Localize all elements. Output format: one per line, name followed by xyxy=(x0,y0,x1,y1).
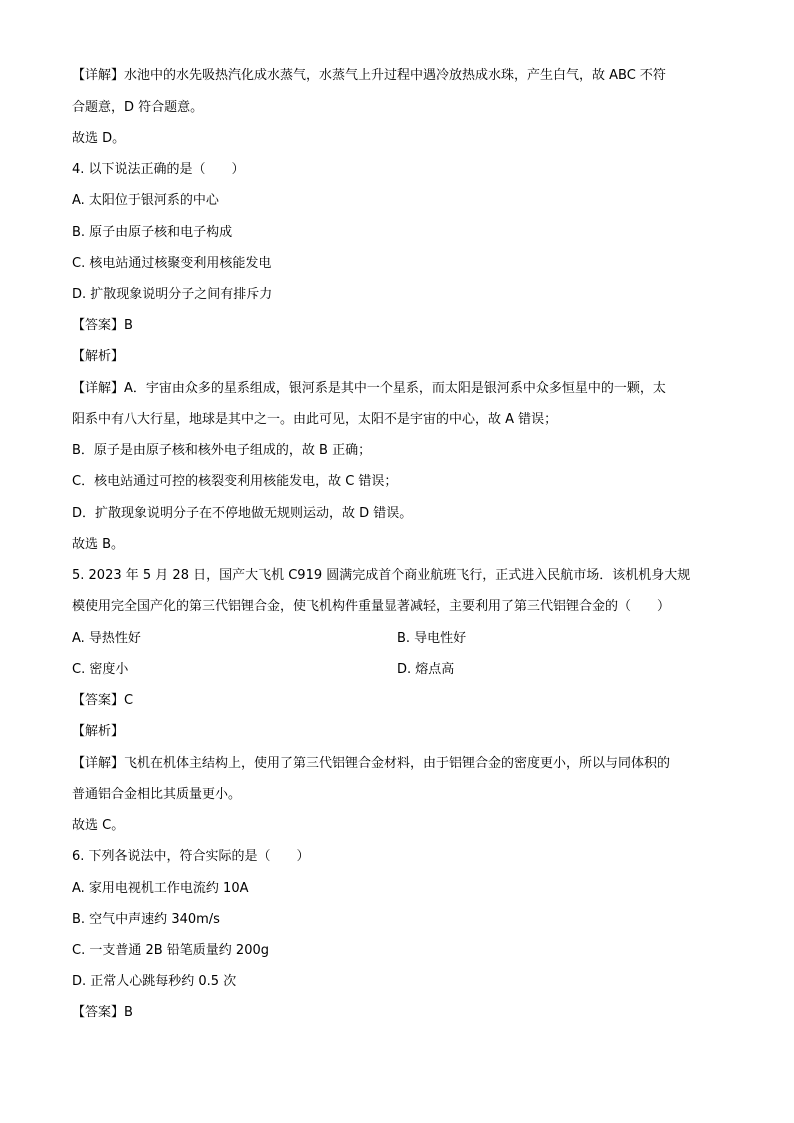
q5-option-b: B. 导电性好 xyxy=(397,631,467,646)
q5-analysis-heading: 【解析】 xyxy=(72,724,125,739)
q4-detail-line-5: D．扩散现象说明分子在不停地做无规则运动，故 D 错误。 xyxy=(72,506,413,521)
q3-conclusion: 故选 D。 xyxy=(72,131,126,146)
q4-conclusion: 故选 B。 xyxy=(72,537,125,552)
q4-detail-line-2: 阳系中有八大行星，地球是其中之一。由此可见，太阳不是宇宙的中心，故 A 错误； xyxy=(72,412,558,427)
q6-option-b: B. 空气中声速约 340m/s xyxy=(72,912,220,927)
q5-detail-line-1: 【详解】飞机在机体主结构上，使用了第三代铝锂合金材料，由于铝锂合金的密度更小，所以与同体积的 xyxy=(72,756,671,771)
q6-stem: 6. 下列各说法中，符合实际的是（ ） xyxy=(72,849,310,864)
q4-analysis-heading: 【解析】 xyxy=(72,349,125,364)
q4-option-d: D. 扩散现象说明分子之间有排斥力 xyxy=(72,287,273,302)
q5-option-c: C. 密度小 xyxy=(72,662,129,677)
q5-stem-line-2: 模使用完全国产化的第三代铝锂合金，使飞机构件重量显著减轻，主要利用了第三代铝锂合金的（ ） xyxy=(72,599,671,614)
q4-detail-line-3: B．原子是由原子核和核外电子组成的，故 B 正确； xyxy=(72,443,372,458)
q5-answer: 【答案】C xyxy=(72,693,134,708)
q5-conclusion: 故选 C。 xyxy=(72,818,125,833)
q6-answer: 【答案】B xyxy=(72,1005,133,1020)
q6-option-d: D. 正常人心跳每秒约 0.5 次 xyxy=(72,974,237,989)
q5-stem-line-1: 5. 2023 年 5 月 28 日，国产大飞机 C919 圆满完成首个商业航班飞行，正式进入民航市场．该机机身大规 xyxy=(72,568,691,583)
q3-detail-line-2: 合题意，D 符合题意。 xyxy=(72,100,204,115)
q4-detail-line-1: 【详解】A．宇宙由众多的星系组成，银河系是其中一个星系，而太阳是银河系中众多恒星中的一颗，太 xyxy=(72,381,666,396)
q5-detail-line-2: 普通铝合金相比其质量更小。 xyxy=(72,787,242,802)
q6-option-c: C. 一支普通 2B 铅笔质量约 200g xyxy=(72,943,269,958)
q3-detail-line-1: 【详解】水池中的水先吸热汽化成水蒸气，水蒸气上升过程中遇冷放热成水珠，产生白气，故 ABC 不符 xyxy=(72,68,666,83)
q4-option-b: B. 原子由原子核和电子构成 xyxy=(72,225,233,240)
q4-detail-line-4: C．核电站通过可控的核裂变利用核能发电，故 C 错误； xyxy=(72,474,398,489)
q4-option-a: A. 太阳位于银河系的中心 xyxy=(72,193,219,208)
q6-option-a: A. 家用电视机工作电流约 10A xyxy=(72,881,249,896)
q4-answer: 【答案】B xyxy=(72,318,133,333)
q5-option-d: D. 熔点高 xyxy=(397,662,455,677)
q5-option-a: A. 导热性好 xyxy=(72,631,141,646)
q4-option-c: C. 核电站通过核聚变利用核能发电 xyxy=(72,256,272,271)
q4-stem: 4. 以下说法正确的是（ ） xyxy=(72,162,245,177)
